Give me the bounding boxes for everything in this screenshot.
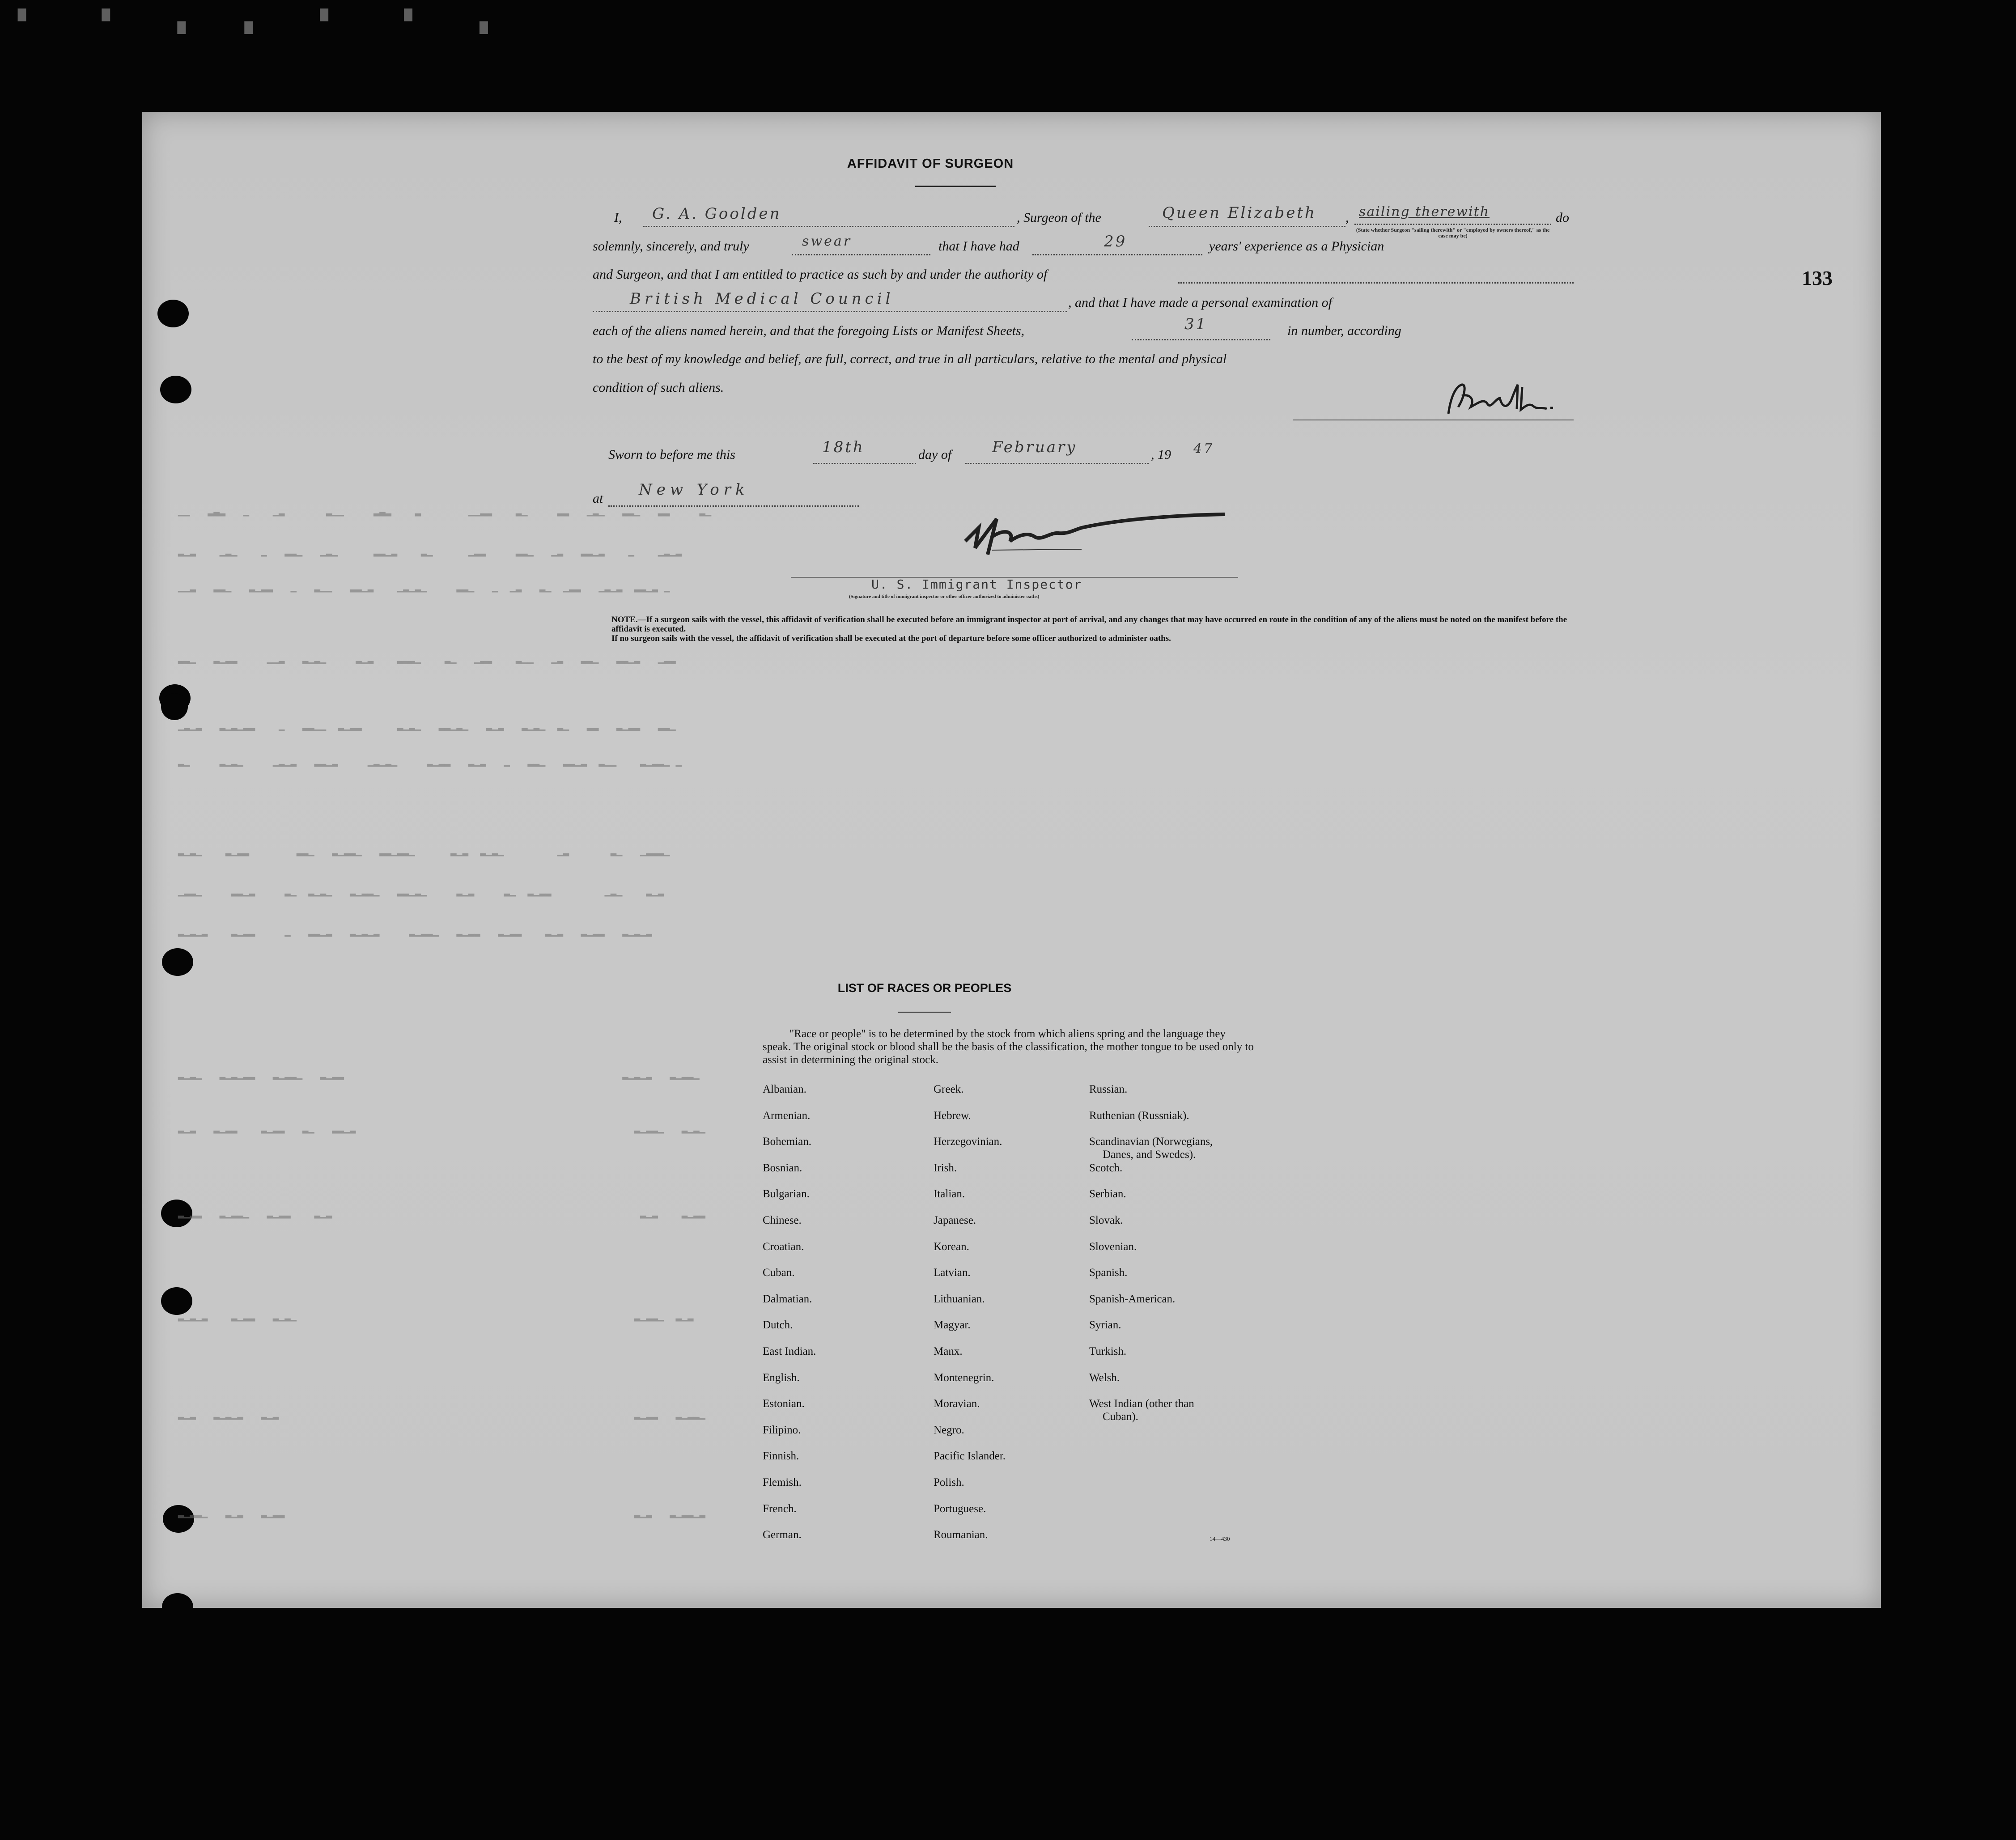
race-item: Syrian.	[1089, 1319, 1121, 1331]
race-item: Dalmatian.	[763, 1293, 812, 1305]
note-paragraph	[593, 615, 1588, 643]
bleed-through-text: ▂▁ ▂▁▂▁ ▁▂▁▂ ▂▂▁▂ ▁▂▁▂▁ ▂▁▂▂ ▂▁▂ ▁ ▂▂▁ ▂▂▁▂ ▂▁▁ ▂▁▂▂▁ ▁	[178, 756, 682, 767]
race-item: Ruthenian (Russniak).	[1089, 1109, 1189, 1122]
bleed-through-text: ▁▁ ▂▃▂ ▁ ▁▂ ▂▁▁ ▂▃▂ ▂ ▁▁▂▂ ▂▁ ▂▂ ▁▂▁ ▂▂▁ ▂▂ ▂▁	[178, 505, 712, 517]
bleed-through-text: ▁▂▂▁ ▂▂▁▂ ▂▁ ▂▁▂▁ ▂▁▂▂▁ ▂▂▁▂▁ ▂▁▂ ▂▁ ▂▁▂▂ ▁▂▁ ▂▁▂	[178, 886, 664, 897]
note-text-2: If no surgeon sails with the vessel, the affidavit of verification shall be executed at the port of departure before some officer authorized to administer oaths.	[611, 634, 1171, 643]
surgeon-signature	[1292, 371, 1574, 425]
race-item: Herzegovinian.	[934, 1136, 1002, 1148]
inspector-title: U. S. Immigrant Inspector	[871, 577, 1082, 592]
bleed-through-text: ▂▂▁ ▂▁▂▂ ▁▁▂ ▂▁▂▁ ▂▁▂ ▂▂▂▁ ▂▁ ▁▂▂ ▂▁▁ ▁▂ ▂▂▁ ▂▂▁▂ ▁▂▂	[178, 653, 676, 664]
race-item: Lithuanian.	[934, 1293, 985, 1305]
race-item: Russian.	[1089, 1083, 1128, 1095]
race-item: Hebrew.	[934, 1109, 971, 1122]
punch-hole	[157, 300, 189, 327]
race-item: Japanese.	[934, 1214, 976, 1226]
affidavit-line2-label: solemnly, sincerely, and truly	[593, 239, 749, 254]
sworn-day: 18th	[822, 438, 865, 456]
inspector-signature	[938, 505, 1261, 568]
race-item: Serbian.	[1089, 1188, 1126, 1200]
years-field	[1032, 254, 1202, 255]
bleed-through-text: ▂▁▂▁ ▂▁▂▁▂▂ ▂▁▂▂▁ ▂▁▂▂ ▂▁▂▁▂ ▂▁▂▂▁	[178, 1069, 700, 1080]
race-item: Bulgarian.	[763, 1188, 810, 1200]
race-item: Armenian.	[763, 1109, 811, 1122]
sailing-status: sailing therewith	[1359, 204, 1490, 220]
race-item: East Indian.	[763, 1345, 816, 1357]
race-item-line: Danes, and Swedes).	[1103, 1149, 1196, 1161]
oath-word: swear	[802, 233, 852, 249]
in-number-label: in number, according	[1287, 323, 1401, 338]
do-label: do	[1556, 210, 1569, 225]
race-item: Roumanian.	[934, 1529, 988, 1541]
authority-field	[593, 311, 1067, 312]
manifest-page	[142, 112, 1881, 1608]
years-experience: 29	[1104, 233, 1127, 250]
races-column-1	[763, 1083, 816, 1555]
affidavit-line3: and Surgeon, and that I am entitled to practice as such by and under the authority of	[593, 267, 1048, 282]
race-item: Spanish.	[1089, 1267, 1128, 1279]
race-item-line: West Indian (other than	[1089, 1398, 1194, 1410]
race-item: Scotch.	[1089, 1162, 1123, 1174]
sheet-count: 31	[1184, 315, 1208, 333]
note-text: —If a surgeon sails with the vessel, this affidavit of verification shall be executed before an immigrant inspector at port of arrival, and any changes that may have occurred en route in the condition of any of the aliens must be noted on the manifest before the affidavit is executed.	[611, 615, 1567, 634]
vessel-field	[1149, 226, 1345, 227]
at-label: at	[593, 491, 603, 506]
race-item: Magyar.	[934, 1319, 971, 1331]
race-item: Chinese.	[763, 1214, 802, 1226]
race-item: Irish.	[934, 1162, 957, 1174]
surgeon-name-field	[643, 226, 1014, 227]
race-item: Slovenian.	[1089, 1240, 1137, 1253]
race-item: Bohemian.	[763, 1136, 812, 1148]
affidavit-title: AFFIDAVIT OF SURGEON	[847, 157, 1014, 171]
bleed-through-text: ▂▁▂ ▂▁▂▁▂ ▂▁▂ ▂▁▂▂ ▂▁▂▂▁	[178, 1409, 705, 1420]
form-number: 14—430	[1210, 1535, 1230, 1542]
at-place: New York	[639, 481, 749, 499]
race-item: Cuban.	[763, 1267, 795, 1279]
day-of-label: day of	[918, 447, 952, 462]
races-intro: "Race or people" is to be determined by the stock from which aliens spring and the language they speak. The original stock or blood shall be the basis of the classification, the mother tongue to be used only to assist in determining the original stock.	[763, 1028, 1254, 1066]
scan-border-noise: ▘ ▝ ▗ ▖ ▘ ▝ ▗	[18, 10, 515, 34]
race-item: Turkish.	[1089, 1345, 1127, 1357]
race-item	[1089, 1397, 1213, 1424]
bleed-through-text: ▂▁▂▁▂ ▂▁▂▂ ▂▁▂▁ ▂▁▂▂▁ ▂▁▂	[178, 1310, 694, 1322]
race-item: Flemish.	[763, 1476, 802, 1488]
race-item: Estonian.	[763, 1398, 805, 1410]
race-item: Korean.	[934, 1240, 969, 1253]
surgeon-of-label: , Surgeon of the	[1017, 210, 1101, 225]
title-underline	[915, 186, 996, 187]
authority-field-end	[1178, 282, 1574, 284]
affidavit-line1-label: I,	[614, 210, 622, 225]
sworn-label: Sworn to before me this	[608, 447, 735, 462]
races-title-underline	[898, 1012, 951, 1013]
surgeon-name: G. A. Goolden	[652, 205, 781, 223]
race-item-line: Scandinavian (Norwegians,	[1089, 1136, 1213, 1148]
bleed-through-text: ▁▁▂ ▂▂▁ ▂▁▂▂ ▁ ▂▁▁ ▂▂▁▂ ▁▂▁▂▁ ▂▂▁ ▁ ▁▂ ▂▁ ▁▂▂ ▁▂▁▂ ▂▂▁▂ ▁	[178, 581, 670, 593]
page-number: 133	[1802, 267, 1833, 289]
bleed-through-text: ▁▂▁▂ ▂▁▂▁▂▂ ▁ ▂▂▁▁ ▂▁▂▂ ▂▁▂▁ ▂▂▁▂▁ ▂▁▂ ▂▁▂▁ ▂▁ ▂▂ ▂▁▂▂ ▂▂▁	[178, 720, 676, 731]
bleed-through-text: ▂▁▂ ▂▁▂▂ ▂▁▂▂ ▂▁ ▂▂▁▂ ▂▁▂▂▁ ▂▁▂▁	[178, 1123, 705, 1134]
race-item: Croatian.	[763, 1240, 804, 1253]
punch-hole	[162, 948, 193, 976]
race-item: Portuguese.	[934, 1502, 986, 1515]
race-item: French.	[763, 1502, 797, 1515]
year-prefix: , 19	[1151, 447, 1171, 462]
race-item: English.	[763, 1371, 800, 1384]
bleed-through-text: ▂▁▂ ▁▂▁ ▁ ▂▂▁ ▁▂▁ ▂▂▁▂ ▂▁ ▁▂▂ ▂▂▁ ▁▂ ▂▂▁▂ ▁ ▁▂▁▂	[178, 546, 682, 557]
punch-hole	[160, 376, 191, 403]
race-item: Negro.	[934, 1424, 964, 1436]
bleed-through-text: ▂▁▂▂ ▂▁▂▂▁ ▂▁▂▂ ▂▁▂ ▂▁▂ ▂▁▂▂	[178, 1208, 705, 1219]
at-place-field	[608, 505, 859, 507]
race-item: Greek.	[934, 1083, 964, 1095]
note-label: NOTE.	[611, 615, 638, 624]
race-item: Slovak.	[1089, 1214, 1123, 1226]
experience-label: that I have had	[938, 239, 1019, 254]
race-item: Bosnian.	[763, 1162, 802, 1174]
race-item: Latvian.	[934, 1267, 971, 1279]
race-item	[1089, 1135, 1213, 1162]
examination-label: , and that I have made a personal examination of	[1068, 295, 1332, 310]
race-item: Spanish-American.	[1089, 1293, 1176, 1305]
race-item: Montenegrin.	[934, 1371, 994, 1384]
sworn-month-field	[965, 463, 1149, 464]
race-item: Finnish.	[763, 1450, 799, 1463]
sheet-count-field	[1132, 339, 1270, 340]
race-item: Albanian.	[763, 1083, 806, 1095]
affidavit-line7: condition of such aliens.	[593, 380, 724, 395]
physician-label: years' experience as a Physician	[1209, 239, 1384, 254]
sworn-year: 47	[1193, 441, 1214, 457]
bleed-through-text: ▂▁▂▂▁ ▂▁▂ ▂▁▂▂ ▂▁▂ ▂▁▂▂▁▂	[178, 1507, 705, 1518]
affidavit-line6: to the best of my knowledge and belief, are full, correct, and true in all particulars, relative to the mental and physical	[593, 352, 1227, 366]
oath-field	[792, 254, 930, 255]
races-column-2	[934, 1083, 1006, 1555]
authority-name: British Medical Council	[630, 290, 894, 308]
sailing-status-note: (State whether Surgeon "sailing therewith" or "employed by owners thereof," as the case may be)	[1356, 227, 1550, 239]
affidavit-line5-label: each of the aliens named herein, and that the foregoing Lists or Manifest Sheets,	[593, 323, 1025, 338]
race-item: Filipino.	[763, 1424, 801, 1436]
race-item: Italian.	[934, 1188, 965, 1200]
race-item-line: Cuban).	[1103, 1411, 1138, 1423]
bleed-through-text: ▂▁▂▁ ▂▁▂▂ ▂▂▁ ▂▁▂▂▁ ▂▂▁▂▂▁ ▂▁▂ ▂▁▂▁ ▁▂ ▂▁ ▁▂▂▂▁	[178, 845, 670, 856]
race-item: German.	[763, 1529, 802, 1541]
race-item: Pacific Islander.	[934, 1450, 1006, 1463]
vessel-name: Queen Elizabeth	[1162, 204, 1316, 222]
sworn-day-field	[813, 463, 916, 464]
races-title: LIST OF RACES OR PEOPLES	[837, 981, 1012, 995]
race-item: Manx.	[934, 1345, 963, 1357]
comma: ,	[1345, 210, 1349, 225]
sworn-month: February	[992, 438, 1077, 456]
race-item: Welsh.	[1089, 1371, 1120, 1384]
race-item: Dutch.	[763, 1319, 793, 1331]
bleed-through-text: ▂▁▂▁▂ ▂▁▂▂ ▁ ▂▂▁▂ ▂▁▂▁▂ ▂▁▂▂▁ ▂▁▂▂ ▂▁▂▂ ▂▁▂ ▂▁▂▂ ▂▁▂▁▂	[178, 926, 652, 937]
punch-hole	[162, 1593, 193, 1608]
races-column-3	[1089, 1083, 1213, 1424]
inspector-caption: (Signature and title of immigrant inspector or other officer authorized to administer oaths)	[849, 594, 1040, 599]
sailing-status-field	[1354, 224, 1551, 225]
punch-hole	[161, 693, 188, 720]
race-item: Moravian.	[934, 1398, 980, 1410]
race-item: Polish.	[934, 1476, 964, 1488]
